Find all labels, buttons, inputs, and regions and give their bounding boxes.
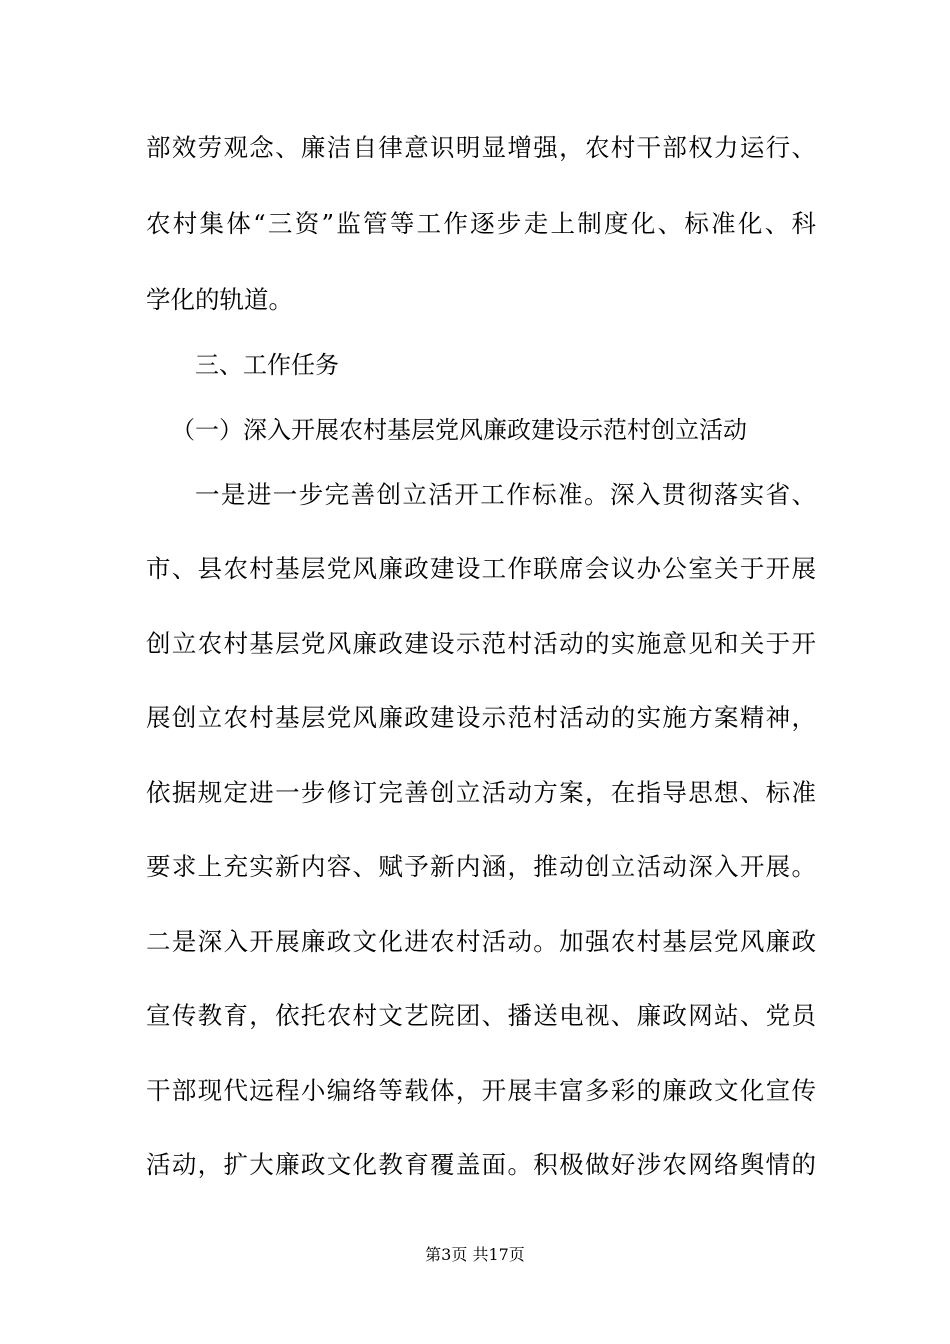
body-line-1: 部效劳观念、廉洁自律意识明显增强，农村干部权力运行、 <box>146 133 816 162</box>
body-line-9: 展创立农村基层党风廉政建设示范村活动的实施方案精神， <box>146 703 816 732</box>
body-line-10: 依据规定进一步修订完善创立活动方案，在指导思想、标准 <box>146 778 816 807</box>
body-line-6: 一是进一步完善创立活开工作标准。深入贯彻落实省、 <box>195 480 816 509</box>
body-line-15: 活动，扩大廉政文化教育覆盖面。积极做好涉农网络舆情的 <box>146 1150 816 1179</box>
body-line-3: 学化的轨道。 <box>146 285 293 314</box>
body-line-2: 农村集体“三资”监管等工作逐步走上制度化、标准化、科 <box>146 209 816 238</box>
body-line-12: 二是深入开展廉政文化进农村活动。加强农村基层党风廉政 <box>146 927 816 956</box>
body-line-11: 要求上充实新内容、赋予新内涵，推动创立活动深入开展。 <box>146 852 816 881</box>
body-line-8: 创立农村基层党风廉政建设示范村活动的实施意见和关于开 <box>146 629 816 658</box>
body-line-13: 宣传教育，依托农村文艺院团、播送电视、廉政网站、党员 <box>146 1001 816 1030</box>
section-heading: 三、工作任务 <box>195 351 339 379</box>
page-footer: 第3页 共17页 <box>425 1245 525 1264</box>
body-line-7: 市、县农村基层党风廉政建设工作联席会议办公室关于开展 <box>146 554 816 583</box>
body-line-14: 干部现代远程小编络等载体，开展丰富多彩的廉政文化宣传 <box>146 1076 816 1105</box>
subsection-heading: （一）深入开展农村基层党风廉政建设示范村创立活动 <box>171 416 747 444</box>
